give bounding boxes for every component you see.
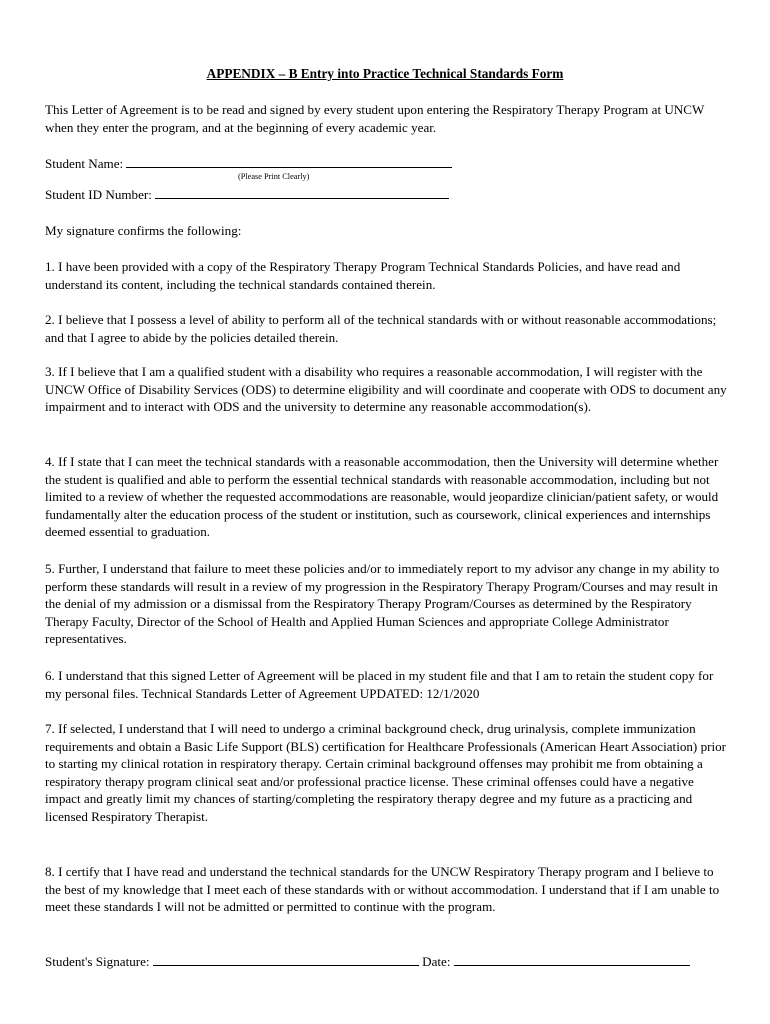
agreement-item-3: 3. If I believe that I am a qualified student with a disability who requires a reasonable accommodation, I will register with the UNCW Office of Disability Services (ODS) to determine eligibility and will coordinate and cooperate with ODS to document any impairment and to interact with ODS and the university to determine any reasonable accommodation(s). [45, 364, 727, 415]
date-input-line[interactable] [454, 953, 690, 966]
intro-paragraph: This Letter of Agreement is to be read and signed by every student upon entering the Respiratory Therapy Program at UNCW when they enter the program, and at the beginning of every academic year. [45, 102, 705, 135]
signature-row [45, 953, 690, 971]
agreement-item-4: 4. If I state that I can meet the technical standards with a reasonable accommodation, then the University will determine whether the student is qualified and able to perform the essential technical standards with reasonable accommodation, including but not limited to a review of whether the requested accommodations are reasonable, would jeopardize clinician/patient safety, or would fundamentally alter the education process of the student or institution, such as coursework, clinical experiences and internships deemed essential to graduation. [45, 454, 719, 540]
student-name-input-line[interactable] [126, 155, 452, 168]
signature-label: Student's Signature: [45, 954, 150, 969]
confirm-heading: My signature confirms the following: [45, 223, 242, 238]
student-name-label: Student Name: [45, 156, 124, 171]
agreement-item-1: 1. I have been provided with a copy of the Respiratory Therapy Program Technical Standards Policies, and have read and understand its content, including the technical standards contained therein. [45, 259, 681, 292]
date-label: Date: [422, 954, 451, 969]
student-id-row [45, 186, 449, 204]
print-clearly-hint: (Please Print Clearly) [238, 172, 310, 181]
agreement-item-2: 2. I believe that I possess a level of ability to perform all of the technical standards with or without reasonable accommodations; and that I agree to abide by the policies detailed therein. [45, 312, 717, 345]
agreement-item-5: 5. Further, I understand that failure to meet these policies and/or to immediately report to my advisor any change in my ability to perform these standards will result in a review of my progression in the Respiratory Therapy Program/Courses and may result in the denial of my admission or a dismissal from the Respiratory Therapy Program/Courses as determined by the Respiratory Therapy Faculty, Director of the School of Health and Applied Human Sciences and appropriate College Administrator representatives. [45, 561, 720, 647]
signature-input-line[interactable] [153, 953, 419, 966]
document-title: APPENDIX – B Entry into Practice Technical Standards Form [206, 66, 564, 81]
student-id-input-line[interactable] [155, 186, 449, 199]
agreement-item-7: 7. If selected, I understand that I will need to undergo a criminal background check, drug urinalysis, complete immunization requirements and obtain a Basic Life Support (BLS) certification for Healthcare Professionals (American Heart Association) prior to starting my clinical rotation in respiratory therapy. Certain criminal background offenses may prohibit me from obtaining a respiratory therapy program clinical seat and/or professional practice license. These criminal offenses could have a negative impact and greatly limit my chances of starting/completing the respiratory therapy degree and my future as a practicing and licensed Respiratory Therapist. [45, 721, 727, 824]
agreement-item-6: 6. I understand that this signed Letter of Agreement will be placed in my student file and that I am to retain the student copy for my personal files. Technical Standards Letter of Agreement UPDATED: 12/1/2020 [45, 668, 714, 701]
student-id-label: Student ID Number: [45, 187, 152, 202]
student-name-row [45, 155, 452, 173]
agreement-item-8: 8. I certify that I have read and understand the technical standards for the UNCW Respiratory Therapy program and I believe to the best of my knowledge that I meet each of these standards with or without accommodation. I understand that if I am unable to meet these standards I will not be admitted or permitted to continue with the program. [45, 864, 720, 915]
